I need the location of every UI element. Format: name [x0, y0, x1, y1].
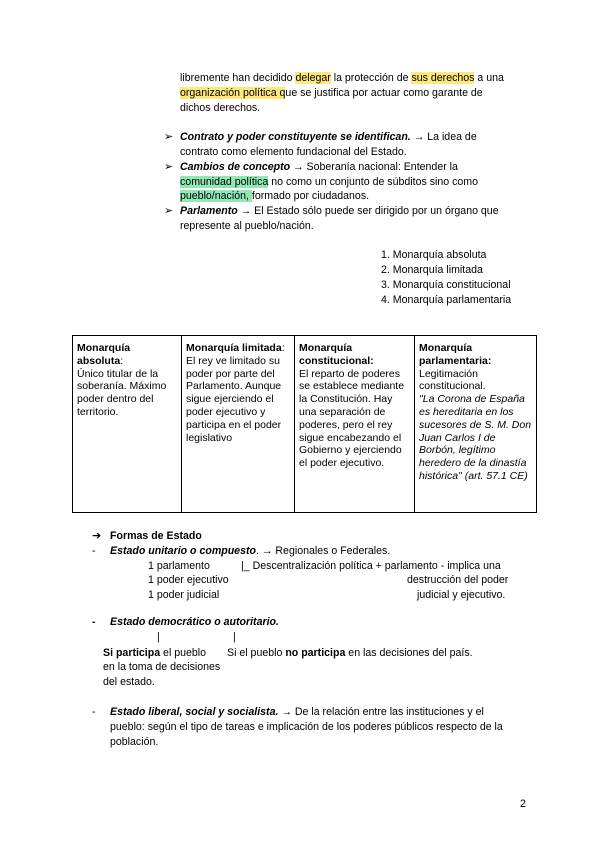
right-arrow-icon: ➔	[92, 530, 102, 542]
list-item: 2. Monarquía limitada	[381, 264, 483, 276]
si-participa	[103, 646, 206, 660]
dash-bullet-icon: -	[92, 545, 96, 557]
section-text: el pueblo	[160, 647, 207, 659]
si-participa-line-2: en la toma de decisiones	[103, 661, 221, 673]
cell-body: Único titular de la soberanía. Máximo poder dentro del territorio.	[77, 367, 167, 418]
section-text: . → Regionales o Federales.	[255, 545, 391, 557]
cell-heading: Monarquía limitada:	[186, 342, 285, 354]
bullet-cambios	[180, 160, 458, 174]
cell-monarquia-absoluta	[73, 336, 182, 513]
section-title-formas: Formas de Estado	[110, 530, 202, 542]
cell-monarquia-limitada	[182, 336, 295, 513]
bullet-title: Cambios de concepto	[180, 161, 291, 173]
descentralizacion-text: |_ Descentralización política + parlamento - implica una	[241, 560, 501, 572]
bullet-text: → El Estado sólo puede ser dirigido por un órgano que	[237, 205, 499, 217]
arrow-bullet-icon: ➢	[164, 131, 174, 143]
highlight-sus-derechos: sus derechos	[411, 72, 475, 84]
intro-text: la protección de	[330, 72, 412, 84]
bar-marker: |	[233, 631, 236, 643]
highlight-organizacion-politica: organización política q	[180, 87, 286, 99]
intro-line-1	[180, 71, 504, 85]
arrow-bullet-icon: ➢	[164, 161, 174, 173]
estado-unitario	[110, 544, 390, 558]
poder-parlamento: 1 parlamento	[148, 560, 210, 572]
table-row	[73, 336, 537, 513]
cell-body: El reparto de poderes se establece mediante la Constitución. Hay una separación de poderes, pero el rey sigue encabezando el Gobierno y ejerciendo el poder ejecutivo.	[299, 367, 405, 470]
highlight-comunidad-politica: comunidad política	[180, 176, 269, 188]
arrow-bullet-icon: ➢	[164, 205, 174, 217]
cell-body: Legitimación constitucional.	[419, 367, 486, 393]
bullet-contrato	[180, 130, 477, 144]
judicial-ejecutivo-text: judicial y ejecutivo.	[417, 589, 506, 601]
list-item: 1. Monarquía absoluta	[381, 249, 487, 261]
intro-text: a una	[474, 72, 504, 84]
section-text: en las decisiones del país.	[345, 647, 473, 659]
monarchy-table	[72, 335, 537, 513]
intro-line-3: dichos derechos.	[180, 102, 261, 114]
bullet-text: → La idea de	[410, 131, 477, 143]
section-subtitle: Estado liberal, social y socialista.	[110, 706, 279, 718]
bullet-text: → Soberanía nacional: Entender la	[290, 161, 458, 173]
bullet-parlamento	[180, 204, 499, 218]
bullet-text: formado por ciudadanos.	[251, 190, 370, 202]
section-subtitle: Estado democrático o autoritario.	[110, 616, 279, 628]
bold-text: Si participa	[103, 647, 161, 659]
cell-heading: Monarquía constitucional:	[299, 342, 374, 367]
bar-marker: |	[157, 631, 160, 643]
intro-text: ue se justifica por actuar como garante de	[285, 87, 483, 99]
bullet-cambios-line-3	[180, 189, 369, 203]
list-item: 4. Monarquía parlamentaria	[381, 294, 512, 306]
estado-democratico	[110, 615, 279, 629]
cell-quote: "La Corona de España es hereditaria en los sucesores de S. M. Don Juan Carlos I de Borbón, legítimo heredero de la dinastía histórica" (art. 57.1 CE)	[419, 393, 532, 482]
bullet-text: no como un conjunto de súbditos sino como	[268, 176, 478, 188]
intro-text: libremente han decidido	[180, 72, 296, 84]
section-text: Si el pueblo	[227, 647, 286, 659]
destruccion-text: destrucción del poder	[407, 574, 509, 586]
dash-bullet-icon: -	[92, 706, 96, 718]
bullet-title: Parlamento	[180, 205, 238, 217]
bullet-contrato-line-2: contrato como elemento fundacional del Estado.	[180, 146, 407, 158]
estado-liberal-line-2: pueblo: según el tipo de tareas e implicación de los poderes públicos respecto de la	[110, 721, 503, 733]
bold-text: no participa	[285, 647, 346, 659]
dash-bullet-icon: -	[92, 616, 96, 628]
highlight-pueblo-nacion: pueblo/nación,	[180, 190, 252, 202]
intro-line-2	[180, 86, 483, 100]
bullet-parlamento-line-2: represente al pueblo/nación.	[180, 220, 314, 232]
highlight-delegar: delegar	[295, 72, 331, 84]
poder-judicial: 1 poder judicial	[148, 589, 220, 601]
poder-ejecutivo: 1 poder ejecutivo	[148, 574, 229, 586]
cell-monarquia-parlamentaria	[415, 336, 537, 513]
cell-heading: Monarquía parlamentaria:	[419, 342, 492, 367]
page-number: 2	[520, 798, 526, 810]
bullet-title: Contrato y poder constituyente se identifican.	[180, 131, 411, 143]
cell-monarquia-constitucional	[295, 336, 415, 513]
si-participa-line-3: del estado.	[103, 676, 155, 688]
no-participa	[227, 646, 473, 660]
section-text: → De la relación entre las instituciones y el	[278, 706, 484, 718]
cell-heading: Monarquía absoluta:	[77, 342, 131, 367]
section-subtitle: Estado unitario o compuesto	[110, 545, 256, 557]
estado-liberal-line-3: población.	[110, 736, 159, 748]
list-item: 3. Monarquía constitucional	[381, 279, 511, 291]
estado-liberal	[110, 705, 484, 719]
bullet-cambios-line-2	[180, 175, 478, 189]
cell-body: El rey ve limitado su poder por parte del Parlamento. Aunque sigue ejerciendo el poder ejecutivo y participa en el poder legislativo	[186, 354, 282, 444]
